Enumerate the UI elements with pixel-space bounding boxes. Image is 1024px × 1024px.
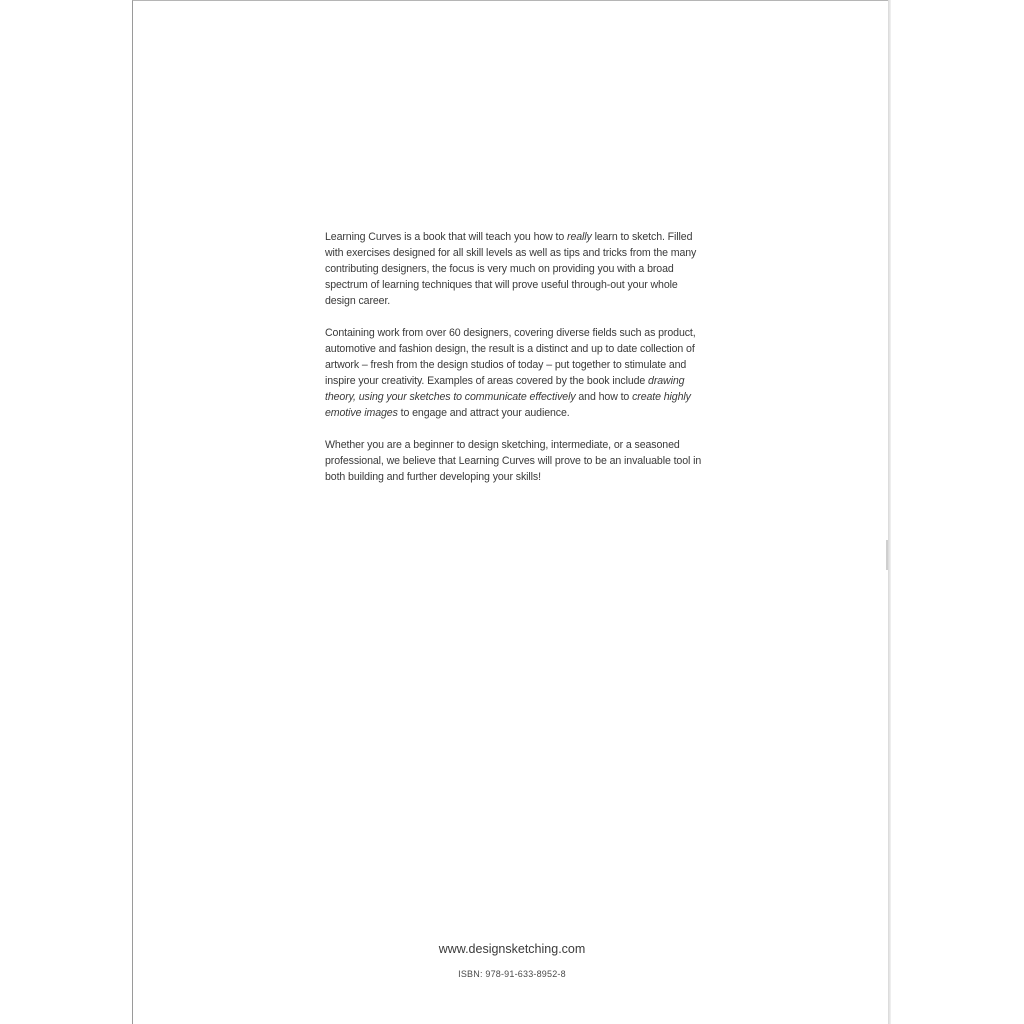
text-span: to engage and attract your audience. [397,407,570,419]
page-edge [888,0,891,1024]
text-span: Whether you are a beginner to design sketching, intermediate, or a seasoned professional, we believe that Learning Curves will prove to be an invaluable tool in both building and further developing your skills! [325,439,702,483]
back-cover-page [132,0,890,1024]
website-url [0,942,1024,956]
page-edge-mark [886,540,888,570]
italic-span: drawing theory, using your sketches to communicate effectively [325,375,685,403]
text-span: and how to [575,391,633,403]
text-span: Containing work from over 60 designers, covering diverse fields such as product, automotive and fashion design, the result is a distinct and up to date collection of artwork – fresh from the design studios of today – put together to stimulate and inspire your creativity. Examples of areas covered by the book include [325,327,696,387]
paragraph-intro [325,229,710,309]
italic-span: create highly emotive images [325,391,691,419]
paragraph-contents [325,325,710,421]
blurb-text [325,229,710,501]
isbn-number: ISBN: 978-91-633-8952-8 [458,969,566,979]
italic-span: really [567,231,592,243]
website-text: www.designsketching.com [438,942,586,956]
paragraph-audience [325,437,710,485]
text-span: Learning Curves is a book that will teach you how to [325,231,568,243]
text-span: learn to sketch. Filled with exercises designed for all skill levels as well as tips and tricks from the many contributing designers, the focus is very much on providing you with a broad spectrum of learning techniques that will prove useful through-out your whole design career. [325,231,697,307]
